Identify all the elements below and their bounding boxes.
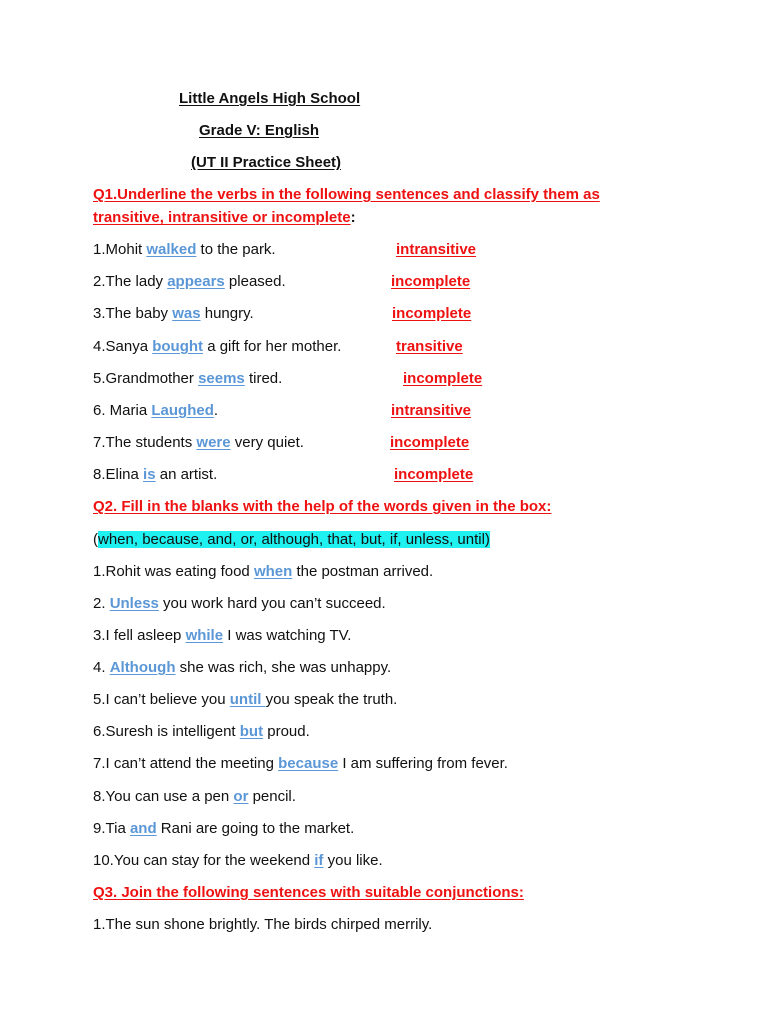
q1-item-text: 7.The students	[93, 434, 197, 451]
q1-title-line2	[93, 208, 356, 228]
q1-item-text: 4.Sanya	[93, 338, 153, 355]
sheet-title: (UT II Practice Sheet)	[191, 154, 342, 171]
q1-item-text: 6. Maria	[93, 402, 152, 419]
verb-answer: seems	[198, 370, 245, 387]
blank-answer: if	[314, 852, 324, 869]
q3-item-1: 1.The sun shone brightly. The birds chirped merrily.	[93, 916, 433, 933]
q2-item-9	[93, 819, 354, 839]
q1-item-3	[93, 304, 254, 324]
q2-item-text: 9.Tia	[93, 820, 130, 837]
q3-title: Q3. Join the following sentences with suitable conjunctions:	[93, 884, 524, 901]
q2-title: Q2. Fill in the blanks with the help of the words given in the box:	[93, 498, 552, 515]
q2-item-text: you like.	[323, 852, 383, 869]
q1-item-2	[93, 272, 286, 292]
verb-class: incomplete	[403, 370, 483, 387]
q2-item-text: she was rich, she was unhappy.	[175, 659, 392, 676]
q2-item-text: 8.You can use a pen	[93, 788, 234, 805]
q1-item-text: a gift for her mother.	[203, 338, 342, 355]
q1-colon: :	[350, 209, 356, 226]
verb-answer: were	[196, 434, 231, 451]
q1-item-text: 5.Grandmother	[93, 370, 199, 387]
blank-answer: Unless	[109, 595, 159, 612]
q2-item-text: 3.I fell asleep	[93, 627, 186, 644]
q1-item-text: 8.Elina	[93, 466, 144, 483]
q2-item-text: 10.You can stay for the weekend	[93, 852, 315, 869]
verb-class: intransitive	[396, 241, 477, 258]
grade-title: Grade V: English	[199, 122, 320, 139]
q1-item-text: to the park.	[196, 241, 276, 258]
blank-answer: and	[129, 820, 157, 837]
q1-item-4	[93, 337, 341, 357]
blank-answer: because	[278, 755, 339, 772]
q2-item-2	[93, 594, 386, 614]
q2-item-text: proud.	[263, 723, 310, 740]
q2-item-5	[93, 690, 397, 710]
q1-item-text: 2.The lady	[93, 273, 168, 290]
verb-class: incomplete	[390, 434, 470, 451]
q1-item-text: hungry.	[200, 305, 254, 322]
q1-item-text: tired.	[244, 370, 283, 387]
blank-answer: Although	[109, 659, 176, 676]
q1-item-text: 1.Mohit	[93, 241, 147, 258]
verb-class: incomplete	[394, 466, 474, 483]
q2-item-8	[93, 787, 296, 807]
verb-answer: Laughed	[151, 402, 214, 419]
q2-item-text: 1.Rohit was eating food	[93, 563, 254, 580]
q2-item-text: 5.I can’t believe you	[93, 691, 230, 708]
blank-answer: or	[233, 788, 249, 805]
verb-class: intransitive	[391, 402, 472, 419]
q2-item-text: I am suffering from fever.	[338, 755, 508, 772]
q2-item-7	[93, 754, 508, 774]
q2-item-4	[93, 658, 391, 678]
q1-item-7	[93, 433, 304, 453]
blank-answer: when	[253, 563, 293, 580]
q1-item-1	[93, 240, 276, 260]
q2-item-text: the postman arrived.	[292, 563, 434, 580]
q1-item-text: very quiet.	[230, 434, 304, 451]
verb-class: incomplete	[392, 305, 472, 322]
verb-answer: walked	[146, 241, 197, 258]
q2-item-text: 6.Suresh is intelligent	[93, 723, 240, 740]
blank-answer: but	[239, 723, 264, 740]
word-box	[93, 530, 490, 550]
q1-title-cont: transitive, intransitive or incomplete	[93, 209, 351, 226]
verb-answer: bought	[152, 338, 204, 355]
q2-item-text: I was watching TV.	[223, 627, 352, 644]
q1-item-text: 3.The baby	[93, 305, 173, 322]
q1-item-5	[93, 369, 282, 389]
verb-class: incomplete	[391, 273, 471, 290]
q1-item-text: .	[213, 402, 219, 419]
blank-answer: until	[229, 691, 266, 708]
q2-item-10	[93, 851, 383, 871]
q2-item-text: 4.	[93, 659, 110, 676]
verb-answer: appears	[167, 273, 225, 290]
blank-answer: while	[185, 627, 224, 644]
q1-title: Q1.Underline the verbs in the following sentences and classify them as	[93, 186, 600, 203]
q2-item-6	[93, 722, 310, 742]
q1-item-8	[93, 465, 217, 485]
q1-item-6	[93, 401, 218, 421]
school-name: Little Angels High School	[179, 90, 361, 107]
q2-item-text: pencil.	[248, 788, 296, 805]
q2-item-text: 2.	[93, 595, 110, 612]
verb-answer: is	[143, 466, 156, 483]
word-box-paren: (	[93, 531, 98, 548]
verb-class: transitive	[396, 338, 463, 355]
word-box-words: when, because, and, or, although, that, but, if, unless, until)	[98, 531, 490, 548]
q2-item-text: you speak the truth.	[265, 691, 398, 708]
q1-item-text: pleased.	[224, 273, 286, 290]
q2-item-text: you work hard you can’t succeed.	[158, 595, 386, 612]
q2-item-text: 7.I can’t attend the meeting	[93, 755, 279, 772]
verb-answer: was	[172, 305, 201, 322]
q2-item-text: Rani are going to the market.	[156, 820, 355, 837]
q2-item-3	[93, 626, 351, 646]
q2-item-1	[93, 562, 433, 582]
q1-item-text: an artist.	[155, 466, 218, 483]
